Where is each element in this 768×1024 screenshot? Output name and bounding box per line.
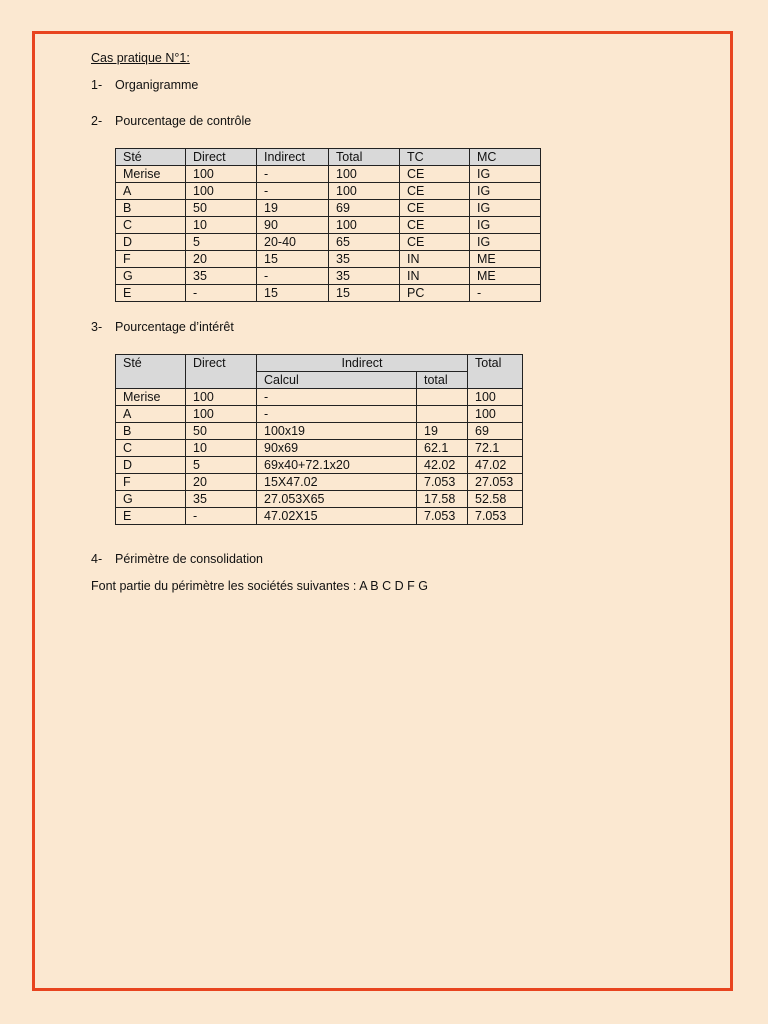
- section-heading-perimetre: [91, 552, 263, 566]
- table-cell: ME: [470, 251, 541, 268]
- table-cell: B: [116, 423, 186, 440]
- column-header: Sté: [116, 149, 186, 166]
- table-row: [116, 440, 523, 457]
- table-cell: 35: [186, 268, 257, 285]
- table-cell: E: [116, 508, 186, 525]
- table-cell: 69: [468, 423, 523, 440]
- column-header: MC: [470, 149, 541, 166]
- table-cell: 15: [257, 251, 329, 268]
- table-cell: 35: [186, 491, 257, 508]
- table-cell: 100x19: [257, 423, 417, 440]
- table-cell: 100: [186, 166, 257, 183]
- table-cell: Merise: [116, 389, 186, 406]
- table-row: [116, 474, 523, 491]
- table-cell: 100: [329, 217, 400, 234]
- table-cell: CE: [400, 183, 470, 200]
- section-number: 2-: [91, 114, 103, 128]
- table-cell: 50: [186, 423, 257, 440]
- table-cell: 10: [186, 440, 257, 457]
- table-cell: 47.02X15: [257, 508, 417, 525]
- table-cell: [417, 389, 468, 406]
- table-cell: A: [116, 406, 186, 423]
- table-cell: 100: [329, 166, 400, 183]
- table-cell: A: [116, 183, 186, 200]
- table-cell: 19: [417, 423, 468, 440]
- table-cell: C: [116, 217, 186, 234]
- table-row: [116, 166, 541, 183]
- table-cell: F: [116, 474, 186, 491]
- table-cell: 100: [186, 389, 257, 406]
- table-row: [116, 183, 541, 200]
- table-cell: 7.053: [417, 474, 468, 491]
- section-label: Périmètre de consolidation: [115, 552, 263, 566]
- table-row: [116, 217, 541, 234]
- table-cell: 100: [186, 406, 257, 423]
- table-cell: IG: [470, 166, 541, 183]
- table-header-row: [116, 355, 523, 372]
- section-number: 1-: [91, 78, 103, 92]
- table-cell: 50: [186, 200, 257, 217]
- table-header-row: [116, 149, 541, 166]
- table-cell: -: [186, 508, 257, 525]
- table-row: [116, 268, 541, 285]
- table-row: [116, 200, 541, 217]
- section-label: Organigramme: [115, 78, 199, 92]
- column-header: Total: [468, 355, 523, 389]
- table-cell: CE: [400, 234, 470, 251]
- control-percentage-table: [115, 148, 541, 302]
- section-heading-controle: [91, 114, 251, 128]
- column-header: Indirect: [257, 149, 329, 166]
- table-cell: 90x69: [257, 440, 417, 457]
- table-cell: CE: [400, 217, 470, 234]
- table-row: [116, 234, 541, 251]
- interest-percentage-table: [115, 354, 523, 525]
- table-cell: -: [257, 268, 329, 285]
- table-cell: D: [116, 234, 186, 251]
- table-row: [116, 508, 523, 525]
- table-cell: 35: [329, 251, 400, 268]
- table-cell: IG: [470, 217, 541, 234]
- table-cell: -: [257, 183, 329, 200]
- table-cell: 62.1: [417, 440, 468, 457]
- table-cell: 5: [186, 234, 257, 251]
- table-cell: 20: [186, 474, 257, 491]
- table-cell: 72.1: [468, 440, 523, 457]
- column-header: Direct: [186, 149, 257, 166]
- table-cell: IN: [400, 251, 470, 268]
- page-title: Cas pratique N°1:: [91, 51, 190, 65]
- table-cell: 69: [329, 200, 400, 217]
- section-number: 4-: [91, 552, 103, 566]
- table-cell: 52.58: [468, 491, 523, 508]
- section-heading-interet: [91, 320, 234, 334]
- table-cell: 27.053X65: [257, 491, 417, 508]
- section-label: Pourcentage d’intérêt: [115, 320, 234, 334]
- table-cell: 90: [257, 217, 329, 234]
- section-heading-organigramme: [91, 78, 198, 92]
- table-cell: 10: [186, 217, 257, 234]
- table-cell: 35: [329, 268, 400, 285]
- section-number: 3-: [91, 320, 103, 334]
- table-cell: C: [116, 440, 186, 457]
- table-cell: 100: [329, 183, 400, 200]
- table-row: [116, 457, 523, 474]
- table-cell: Merise: [116, 166, 186, 183]
- table-cell: 15: [329, 285, 400, 302]
- column-header: Sté: [116, 355, 186, 389]
- table-cell: 100: [186, 183, 257, 200]
- table-cell: 42.02: [417, 457, 468, 474]
- column-header: TC: [400, 149, 470, 166]
- table-cell: F: [116, 251, 186, 268]
- table-cell: 100: [468, 389, 523, 406]
- table-row: [116, 491, 523, 508]
- table-cell: 7.053: [468, 508, 523, 525]
- consolidation-perimeter-text: Font partie du périmètre les sociétés suivantes : A B C D F G: [91, 579, 428, 593]
- table-cell: IG: [470, 200, 541, 217]
- column-header: Calcul: [257, 372, 417, 389]
- table-cell: -: [470, 285, 541, 302]
- table-cell: 20-40: [257, 234, 329, 251]
- table-row: [116, 389, 523, 406]
- table-cell: 47.02: [468, 457, 523, 474]
- table-cell: 19: [257, 200, 329, 217]
- table-cell: 27.053: [468, 474, 523, 491]
- table-cell: 69x40+72.1x20: [257, 457, 417, 474]
- column-header: Direct: [186, 355, 257, 389]
- table-cell: 65: [329, 234, 400, 251]
- table-cell: -: [186, 285, 257, 302]
- column-group-header: Indirect: [257, 355, 468, 372]
- table-cell: G: [116, 268, 186, 285]
- table-row: [116, 285, 541, 302]
- table-cell: 20: [186, 251, 257, 268]
- table-cell: 100: [468, 406, 523, 423]
- table-cell: E: [116, 285, 186, 302]
- column-header: Total: [329, 149, 400, 166]
- table-cell: [417, 406, 468, 423]
- table-cell: -: [257, 389, 417, 406]
- table-cell: D: [116, 457, 186, 474]
- table-cell: 15X47.02: [257, 474, 417, 491]
- table-cell: 15: [257, 285, 329, 302]
- table-cell: IN: [400, 268, 470, 285]
- column-header: total: [417, 372, 468, 389]
- table-row: [116, 251, 541, 268]
- table-cell: B: [116, 200, 186, 217]
- table-row: [116, 423, 523, 440]
- table-cell: 17.58: [417, 491, 468, 508]
- table-cell: 5: [186, 457, 257, 474]
- table-cell: G: [116, 491, 186, 508]
- table-cell: ME: [470, 268, 541, 285]
- table-cell: CE: [400, 200, 470, 217]
- table-cell: IG: [470, 183, 541, 200]
- table-cell: IG: [470, 234, 541, 251]
- table-cell: 7.053: [417, 508, 468, 525]
- table-cell: PC: [400, 285, 470, 302]
- table-cell: -: [257, 166, 329, 183]
- table-cell: -: [257, 406, 417, 423]
- table-row: [116, 406, 523, 423]
- table-cell: CE: [400, 166, 470, 183]
- section-label: Pourcentage de contrôle: [115, 114, 252, 128]
